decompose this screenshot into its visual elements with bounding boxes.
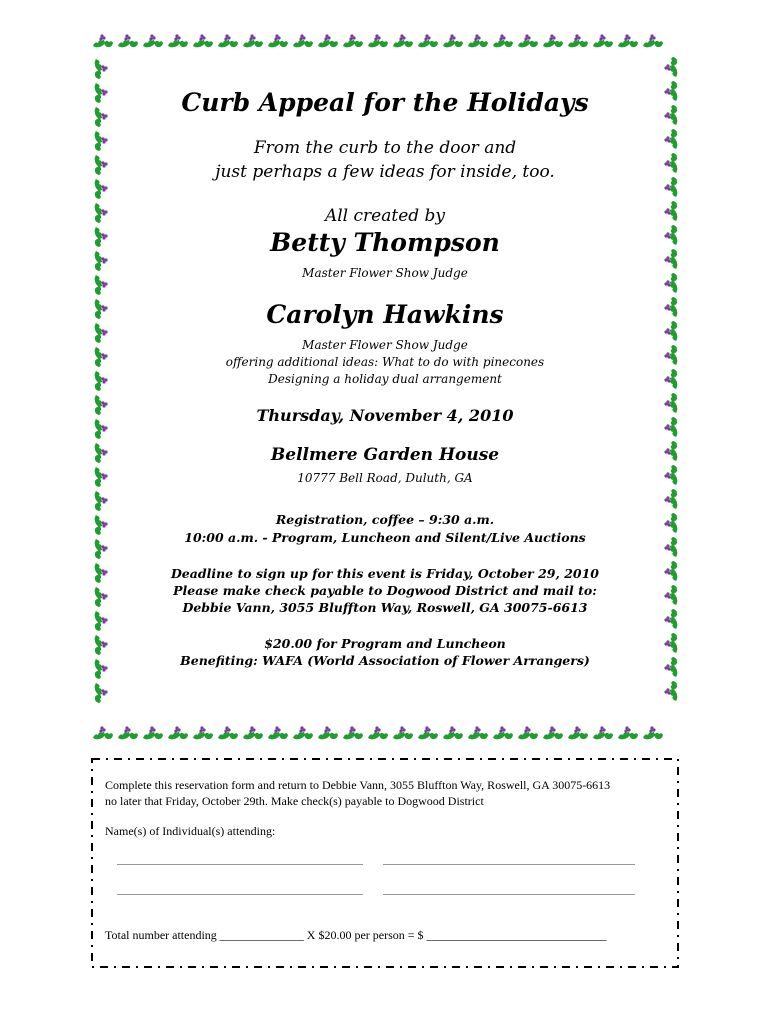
holly-sprig <box>95 395 108 415</box>
deadline-text: Deadline to sign up for this event is Friday, October 29, 2010 <box>170 566 600 581</box>
holly-sprig <box>95 227 108 247</box>
holly-sprig <box>318 726 338 739</box>
holly-sprig <box>95 131 108 151</box>
benefit-text: Benefiting: WAFA (World Association of Flower Arrangers) <box>180 653 590 668</box>
name-blank-3[interactable] <box>117 894 363 895</box>
holly-sprig <box>664 441 677 461</box>
name-blank-4[interactable] <box>383 894 635 895</box>
event-date: Thursday, November 4, 2010 <box>256 406 514 425</box>
holly-sprig <box>664 609 677 629</box>
holly-sprig <box>468 34 488 47</box>
schedule-program: 10:00 a.m. - Program, Luncheon and Silent/Live Auctions <box>184 530 586 545</box>
holly-sprig <box>95 59 108 79</box>
holly-sprig <box>664 561 677 581</box>
holly-sprig <box>95 419 108 439</box>
holly-sprig <box>343 34 363 47</box>
holly-sprig <box>95 155 108 175</box>
payment-instructions: Please make check payable to Dogwood District and mail to: <box>173 583 597 598</box>
holly-sprig <box>664 513 677 533</box>
total-label: Total number attending <box>105 928 217 942</box>
presenter2-name: Carolyn Hawkins <box>266 300 504 329</box>
holly-sprig <box>95 179 108 199</box>
holly-sprig <box>618 34 638 47</box>
holly-sprig <box>518 34 538 47</box>
holly-sprig <box>664 153 677 173</box>
holly-sprig <box>168 34 188 47</box>
holly-sprig <box>664 681 677 701</box>
holly-sprig <box>95 611 108 631</box>
presenter1-role: Master Flower Show Judge <box>302 266 468 280</box>
per-person-label: X $20.00 per person = $ <box>306 928 424 942</box>
holly-sprig <box>95 587 108 607</box>
holly-sprig <box>664 81 677 101</box>
amount-blank[interactable]: ______________________________ <box>426 928 607 942</box>
holly-sprig <box>593 34 613 47</box>
presenter2-detail1: offering additional ideas: What to do with pinecones <box>225 355 545 369</box>
holly-sprig <box>568 34 588 47</box>
holly-sprig <box>243 726 263 739</box>
holly-sprig <box>664 537 677 557</box>
holly-sprig <box>95 539 108 559</box>
holly-sprig <box>95 251 108 271</box>
holly-sprig <box>218 34 238 47</box>
holly-sprig <box>643 34 663 47</box>
holly-sprig <box>95 203 108 223</box>
flyer-subtitle-line2: just perhaps a few ideas for inside, too. <box>215 162 555 182</box>
holly-sprig <box>168 726 188 739</box>
holly-sprig <box>664 585 677 605</box>
holly-sprig <box>664 105 677 125</box>
venue-name: Bellmere Garden House <box>270 445 500 465</box>
flyer-title: Curb Appeal for the Holidays <box>181 88 589 117</box>
holly-sprig <box>95 275 108 295</box>
holly-sprig <box>518 726 538 739</box>
name-blank-1[interactable] <box>117 864 363 865</box>
holly-sprig <box>93 34 113 47</box>
holly-sprig <box>664 273 677 293</box>
holly-sprig <box>643 726 663 739</box>
holly-sprig <box>664 201 677 221</box>
holly-sprig <box>543 34 563 47</box>
holly-sprig <box>664 345 677 365</box>
holly-sprig <box>268 726 288 739</box>
holly-sprig <box>418 726 438 739</box>
holly-sprig <box>593 726 613 739</box>
holly-sprig <box>143 726 163 739</box>
holly-sprig <box>268 34 288 47</box>
holly-sprig <box>95 683 108 703</box>
holly-sprig <box>664 297 677 317</box>
holly-sprig <box>95 299 108 319</box>
name-blank-2[interactable] <box>383 864 635 865</box>
holly-sprig <box>343 726 363 739</box>
holly-sprig <box>443 34 463 47</box>
holly-sprig <box>443 726 463 739</box>
holly-sprig <box>664 633 677 653</box>
holly-sprig <box>95 107 108 127</box>
holly-sprig <box>543 726 563 739</box>
holly-sprig <box>664 57 677 77</box>
holly-sprig <box>293 726 313 739</box>
holly-sprig <box>95 467 108 487</box>
payment-address: Debbie Vann, 3055 Bluffton Way, Roswell, GA 30075-6613 <box>182 600 588 615</box>
holly-sprig <box>193 726 213 739</box>
holly-sprig <box>293 34 313 47</box>
presenter2-role: Master Flower Show Judge <box>302 338 468 352</box>
holly-sprig <box>95 491 108 511</box>
holly-sprig <box>95 563 108 583</box>
holly-sprig <box>118 726 138 739</box>
schedule-registration: Registration, coffee – 9:30 a.m. <box>275 512 495 527</box>
holly-sprig <box>664 465 677 485</box>
holly-sprig <box>143 34 163 47</box>
holly-sprig <box>393 34 413 47</box>
price-text: $20.00 for Program and Luncheon <box>264 636 506 651</box>
holly-sprig <box>664 321 677 341</box>
presenter1-name: Betty Thompson <box>270 228 500 257</box>
form-instructions-line1: Complete this reservation form and return to Debbie Vann, 3055 Bluffton Way, Roswell, GA 30075-6613 <box>105 778 611 792</box>
total-blank[interactable]: ______________ <box>219 928 304 942</box>
presenter2-detail2: Designing a holiday dual arrangement <box>268 372 502 386</box>
holly-sprig <box>118 34 138 47</box>
total-row <box>105 928 607 943</box>
holly-sprig <box>664 129 677 149</box>
created-by: All created by <box>324 206 446 226</box>
holly-sprig <box>95 371 108 391</box>
holly-sprig <box>368 726 388 739</box>
holly-sprig <box>93 726 113 739</box>
holly-sprig <box>368 34 388 47</box>
holly-sprig <box>493 34 513 47</box>
holly-sprig <box>243 34 263 47</box>
holly-sprig <box>664 369 677 389</box>
holly-sprig <box>664 393 677 413</box>
holly-sprig <box>95 443 108 463</box>
holly-sprig <box>318 34 338 47</box>
holly-sprig <box>393 726 413 739</box>
venue-address: 10777 Bell Road, Duluth, GA <box>297 471 473 485</box>
holly-sprig <box>618 726 638 739</box>
holly-sprig <box>95 635 108 655</box>
holly-sprig <box>193 34 213 47</box>
holly-sprig <box>218 726 238 739</box>
holly-sprig <box>664 249 677 269</box>
holly-sprig <box>95 323 108 343</box>
holly-sprig <box>418 34 438 47</box>
names-label: Name(s) of Individual(s) attending: <box>105 824 276 838</box>
holly-sprig <box>664 657 677 677</box>
flyer-subtitle-line1: From the curb to the door and <box>253 138 517 158</box>
holly-sprig <box>493 726 513 739</box>
holly-sprig <box>95 659 108 679</box>
holly-sprig <box>664 417 677 437</box>
holly-sprig <box>468 726 488 739</box>
holly-sprig <box>664 225 677 245</box>
holly-sprig <box>95 347 108 367</box>
holly-sprig <box>664 177 677 197</box>
holly-sprig <box>95 83 108 103</box>
holly-sprig <box>664 489 677 509</box>
form-instructions-line2: no later that Friday, October 29th. Make check(s) payable to Dogwood District <box>105 794 484 808</box>
holly-sprig <box>95 515 108 535</box>
holly-sprig <box>568 726 588 739</box>
